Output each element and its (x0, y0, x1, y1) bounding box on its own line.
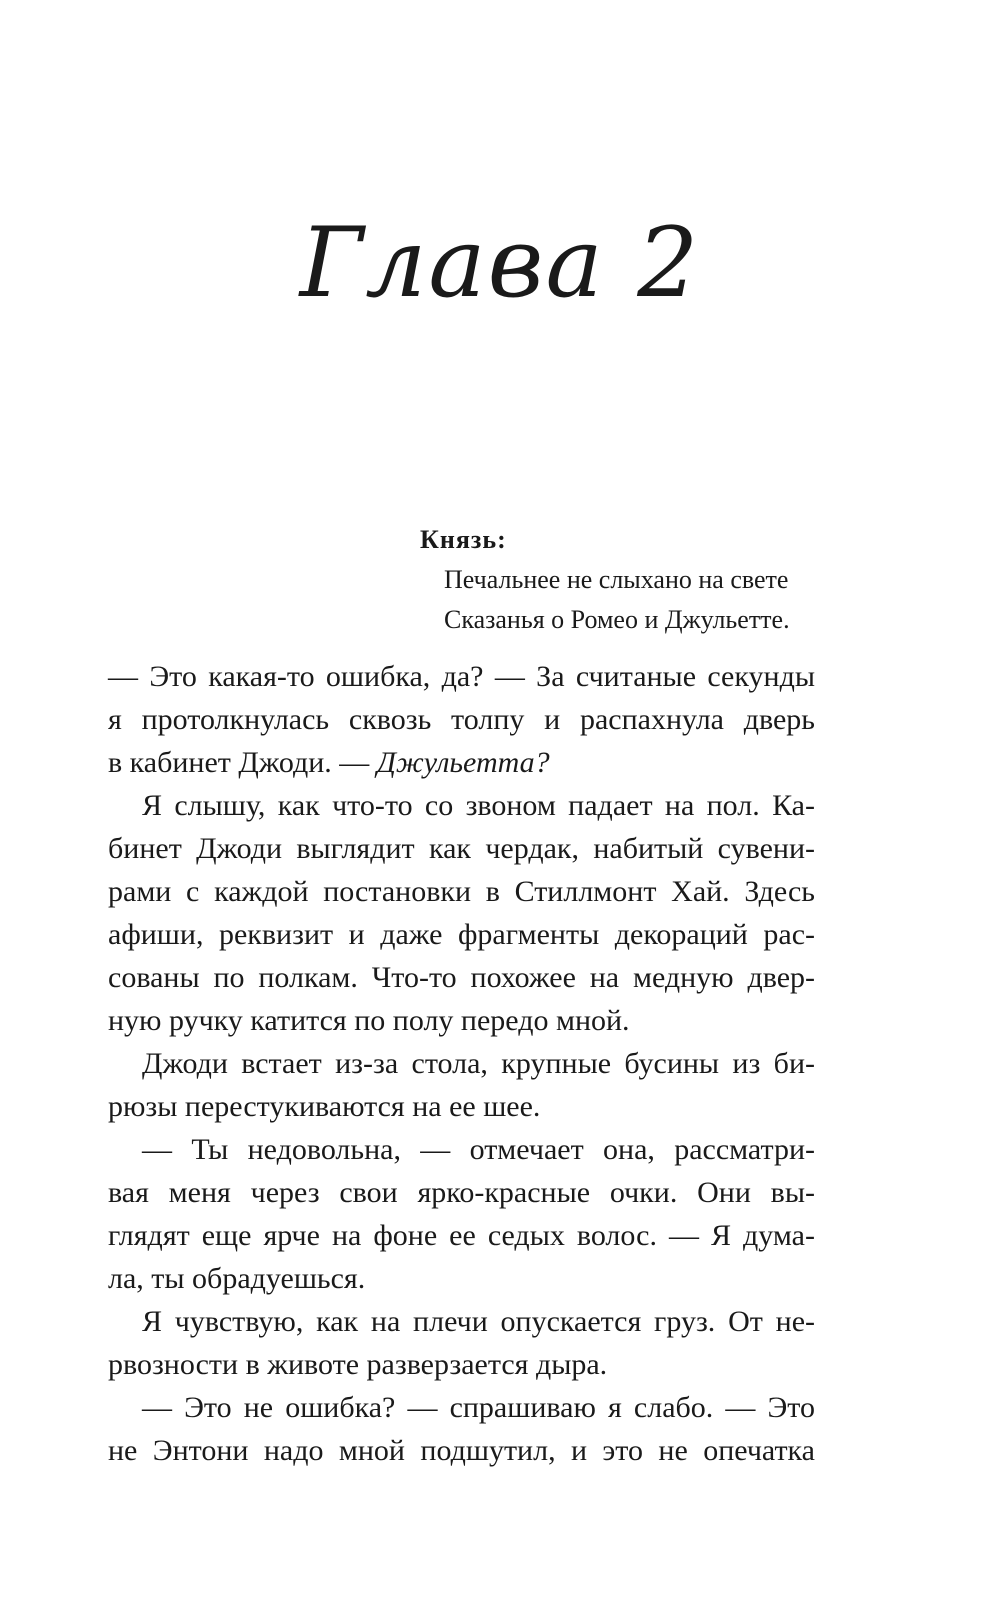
text-line (108, 1257, 815, 1300)
text-line-content: вая меня через свои ярко-красные очки. Они вы- (108, 1176, 815, 1209)
text-line (108, 870, 815, 913)
epigraph-line: Печальнее не слыхано на свете (444, 565, 789, 594)
text-line-content: афиши, реквизит и даже фрагменты декораций рас- (108, 918, 815, 951)
text-line (108, 784, 815, 827)
text-line-content: рвозности в животе разверзается дыра. (108, 1348, 608, 1381)
text-line-content: ла, ты обрадуешься. (108, 1262, 366, 1295)
epigraph-line: Сказанья о Ромео и Джульетте. (444, 605, 790, 634)
text-line (108, 1300, 815, 1343)
text-line (108, 999, 815, 1042)
text-line-content: рюзы перестукиваются на ее шее. (108, 1090, 541, 1123)
epigraph (420, 520, 820, 640)
text-line-content: ную ручку катится по полу передо мной. (108, 1004, 630, 1037)
text-line-content: я протолкнулась сквозь толпу и распахнула дверь (108, 703, 815, 736)
text-line (108, 827, 815, 870)
text-line (108, 698, 815, 741)
text-line-content: бинет Джоди выглядит как чердак, набитый сувени- (108, 832, 815, 865)
text-line-content: Я слышу, как что-то со звоном падает на пол. Ка- (142, 789, 815, 822)
text-line (108, 1386, 815, 1429)
text-line-content: рами с каждой постановки в Стиллмонт Хай. Здесь (108, 875, 815, 908)
text-line (108, 1085, 815, 1128)
text-line-content: не Энтони надо мной подшутил, и это не опечатка (108, 1434, 815, 1467)
text-line-content: в кабинет Джоди. — (108, 746, 377, 779)
text-line (108, 655, 815, 698)
text-line-content: сованы по полкам. Что-то похожее на медную двер- (108, 961, 815, 994)
text-line (108, 1214, 815, 1257)
text-line (108, 1171, 815, 1214)
epigraph-speaker: Князь: (420, 525, 507, 554)
text-line-content: Джоди встает из-за стола, крупные бусины из би- (142, 1047, 815, 1080)
text-line (108, 1343, 815, 1386)
text-line (108, 1429, 815, 1472)
text-line-content: — Ты недовольна, — отмечает она, рассматри- (142, 1133, 815, 1166)
text-line (108, 741, 815, 784)
text-line-content: глядят еще ярче на фоне ее седых волос. — Я дума- (108, 1219, 815, 1252)
chapter-title: Глава 2 (299, 207, 701, 319)
body-text (108, 655, 815, 1472)
text-line (108, 1128, 815, 1171)
text-line-content: — Это не ошибка? — спрашиваю я слабо. — Это (142, 1391, 815, 1424)
text-line-content: Я чувствую, как на плечи опускается груз. От не- (142, 1305, 815, 1338)
emphasized-text: Джульетта? (376, 746, 550, 779)
text-line (108, 956, 815, 999)
text-line (108, 913, 815, 956)
text-line (108, 1042, 815, 1085)
text-line-content: — Это какая-то ошибка, да? — За считаные секунды (108, 660, 815, 693)
